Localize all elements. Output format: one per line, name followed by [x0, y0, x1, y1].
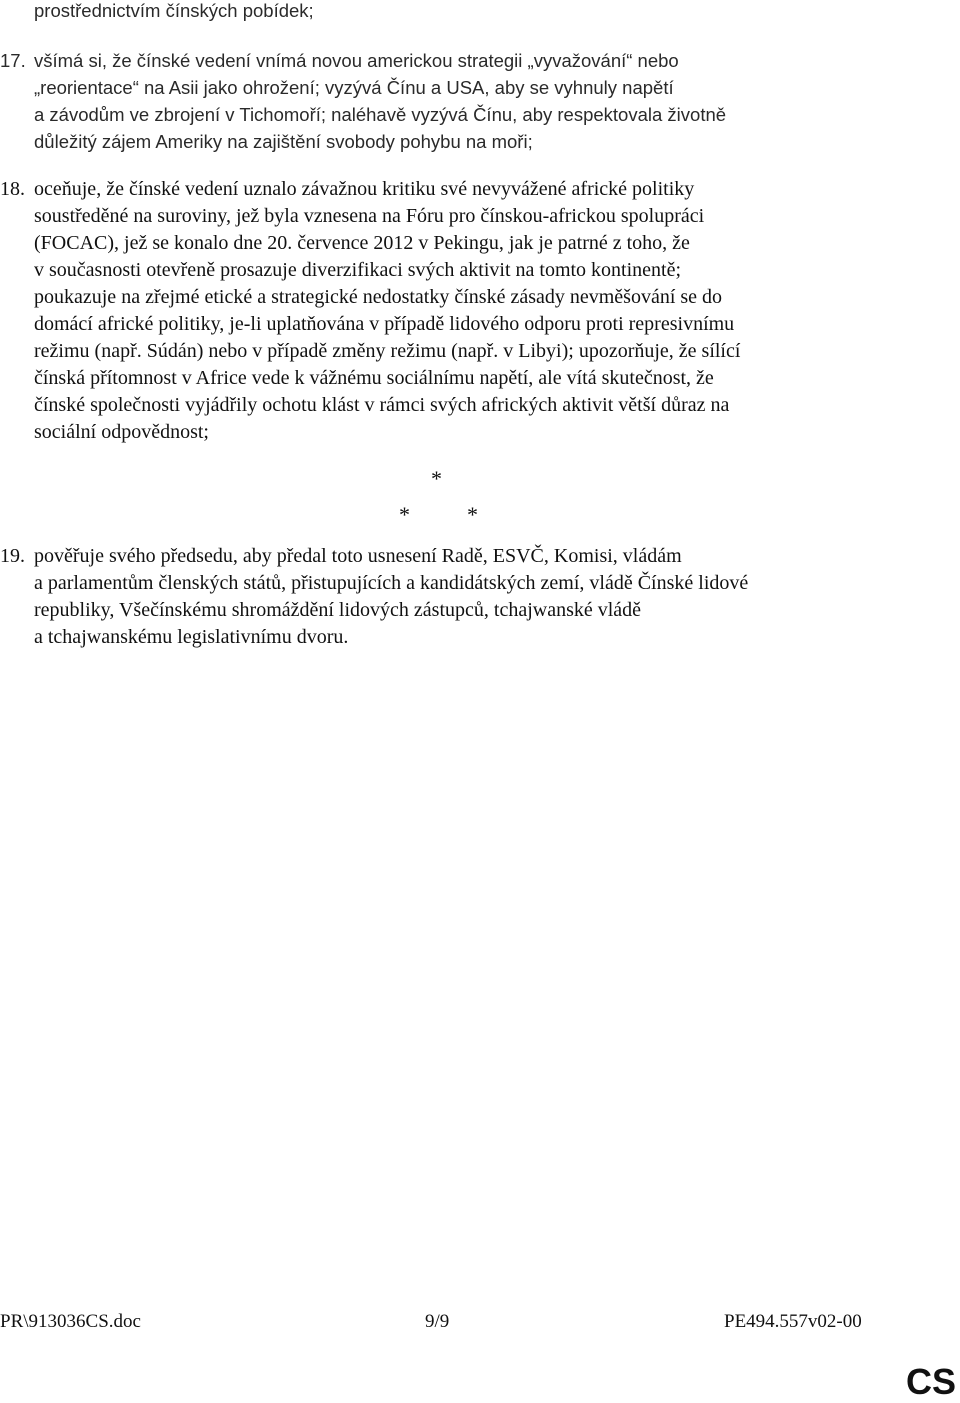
paragraph-number: 19.	[0, 545, 25, 567]
previous-paragraph-tail	[34, 0, 914, 24]
language-code: CS	[905, 1361, 956, 1402]
text-line: poukazuje na zřejmé etické a strategické nedostatky čínské zásady nevměšování se do	[34, 286, 723, 308]
text-line: soustředěné na suroviny, jež byla vznesena na Fóru pro čínskou-africkou spolupráci	[34, 205, 705, 227]
text-line: oceňuje, že čínské vedení uznalo závažnou kritiku své nevyvážené africké politiky	[34, 178, 695, 200]
text-line: prostřednictvím čínských pobídek;	[34, 0, 314, 21]
text-line: „reorientace“ na Asii jako ohrožení; vyzývá Čínu a USA, aby se vyhnuly napětí	[34, 77, 674, 98]
text-line: domácí africké politiky, je-li uplatňována v případě lidového odporu proti represivnímu	[34, 313, 735, 335]
text-line: (FOCAC), jež se konalo dne 20. července 2012 v Pekingu, jak je patrné z toho, že	[34, 232, 690, 254]
text-line: čínská přítomnost v Africe vede k vážnému sociálnímu napětí, ale vítá skutečnost, že	[34, 367, 714, 389]
separator-star-right: *	[467, 502, 478, 527]
paragraph-text	[34, 47, 900, 155]
paragraph-number: 17.	[0, 50, 26, 71]
text-line: všímá si, že čínské vedení vnímá novou americkou strategii „vyvažování“ nebo	[34, 50, 679, 71]
text-line: pověřuje svého předsedu, aby předal toto usnesení Radě, ESVČ, Komisi, vládám	[34, 545, 682, 567]
paragraph-18	[0, 176, 900, 446]
paragraph-number: 18.	[0, 178, 25, 200]
footer-document-reference: PR\913036CS.doc	[0, 1311, 141, 1332]
text-line: sociální odpovědnost;	[34, 421, 209, 443]
text-line: čínské společnosti vyjádřily ochotu klást v rámci svých afrických aktivit větší důraz na	[34, 394, 730, 416]
text-line: v současnosti otevřeně prosazuje diverzifikaci svých aktivit na tomto kontinentě;	[34, 259, 682, 281]
paragraph-text	[34, 543, 900, 651]
text-line: režimu (např. Súdán) nebo v případě změny režimu (např. v Libyi); upozorňuje, že sílící	[34, 340, 741, 362]
text-line: a závodům ve zbrojení v Tichomoří; naléhavě vyzývá Čínu, aby respektovala životně	[34, 104, 727, 125]
text-line: a tchajwanskému legislativnímu dvoru.	[34, 626, 349, 648]
separator-star-left: *	[399, 502, 410, 527]
paragraph-text	[34, 176, 900, 446]
separator-star-top: *	[431, 466, 442, 491]
footer-pe-reference: PE494.557v02-00	[724, 1311, 862, 1332]
footer-page-number: 9/9	[425, 1311, 450, 1332]
paragraph-19	[0, 543, 900, 651]
text-line: a parlamentům členských států, přistupujících a kandidátských zemí, vládě Čínské lidové	[34, 572, 749, 594]
paragraph-17	[0, 47, 900, 155]
text-line: důležitý zájem Ameriky na zajištění svobody pohybu na moři;	[34, 131, 533, 152]
text-line: republiky, Všečínskému shromáždění lidových zástupců, tchajwanské vládě	[34, 599, 642, 621]
